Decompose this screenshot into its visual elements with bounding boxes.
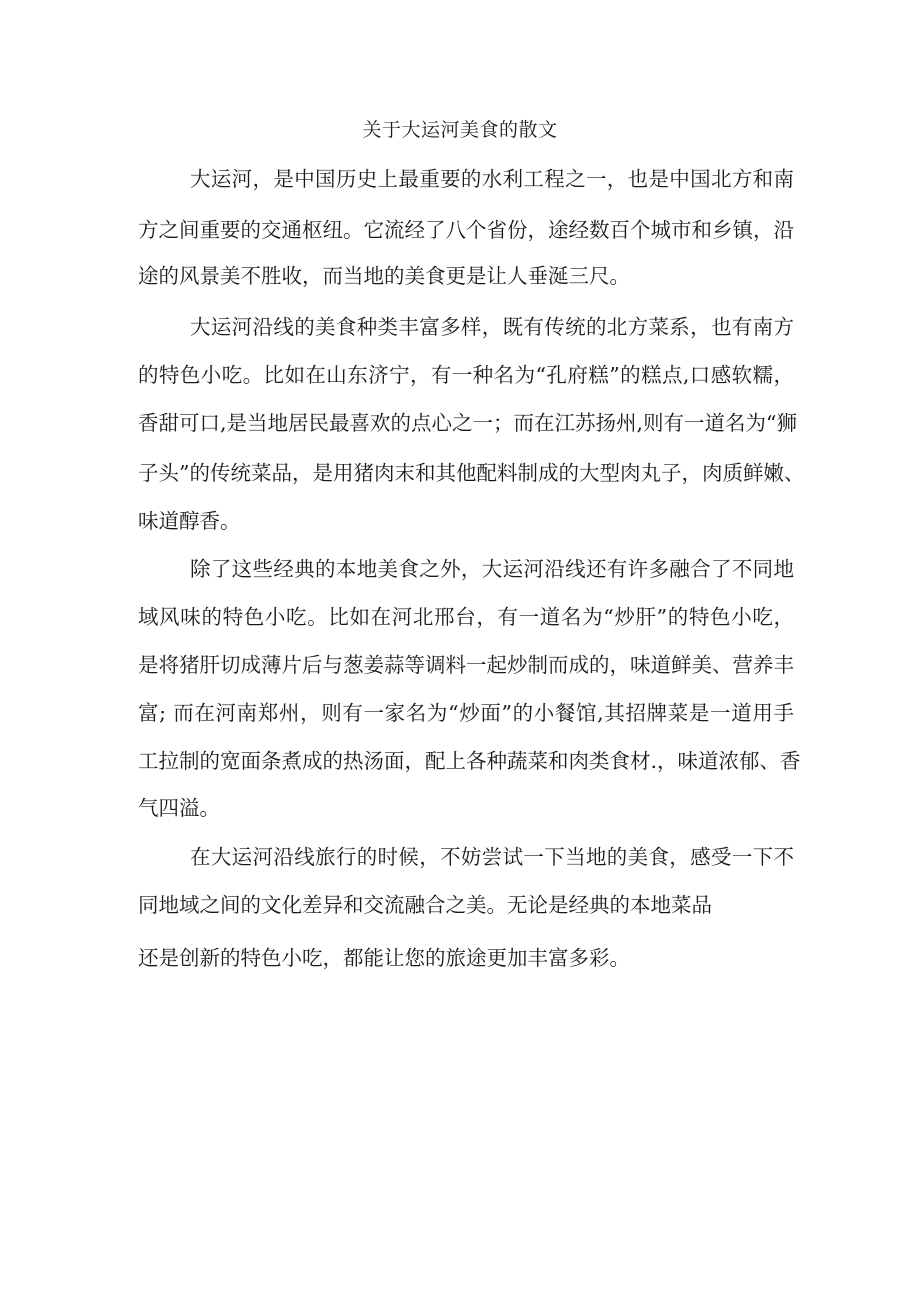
paragraph-4-line-1: 在大运河沿线旅行的时候，不妨尝试一下当地的美食，感受一下不: [190, 845, 794, 869]
paragraph-3-line-3: 是将猪肝切成薄片后与葱姜蒜等调料一起炒制而成的，味道鲜美、营养丰: [138, 653, 794, 677]
paragraph-2-line-1: 大运河沿线的美食种类丰富多样，既有传统的北方菜系，也有南方: [190, 315, 794, 339]
paragraph-2-line-2: 的特色小吃。比如在山东济宁，有一种名为“孔府糕”的糕点,口感软糯，: [138, 363, 794, 387]
paragraph-2-line-5: 味道醇香。: [138, 509, 241, 533]
paragraph-4-line-2: 同地域之间的文化差异和交流融合之美。无论是经典的本地菜品: [138, 893, 712, 917]
paragraph-4-line-3: 还是创新的特色小吃，都能让您的旅途更加丰富多彩。: [138, 946, 630, 970]
paragraph-1-line-2: 方之间重要的交通枢纽。它流经了八个省份，途经数百个城市和乡镇，沿: [138, 218, 794, 242]
document-title: 关于大运河美食的散文: [362, 119, 558, 141]
paragraph-3-line-2: 域风味的特色小吃。比如在河北邢台，有一道名为“炒肝”的特色小吃，: [138, 605, 794, 629]
paragraph-3-line-6: 气四溢。: [138, 796, 220, 820]
paragraph-1-line-3: 途的风景美不胜收，而当地的美食更是让人垂涎三尺。: [138, 264, 630, 288]
paragraph-2-line-4: 子头”的传统菜品，是用猪肉末和其他配料制成的大型肉丸子，肉质鲜嫩、: [138, 461, 805, 485]
paragraph-1-line-1: 大运河，是中国历史上最重要的水利工程之一，也是中国北方和南: [190, 167, 794, 191]
paragraph-3-line-5: 工拉制的宽面条煮成的热汤面，配上各种蔬菜和肉类食材.，味道浓郁、香: [138, 749, 801, 773]
paragraph-3-line-4: 富; 而在河南郑州，则有一家名为“炒面”的小餐馆,其招牌菜是一道用手: [138, 701, 794, 725]
paragraph-3-line-1: 除了这些经典的本地美食之外，大运河沿线还有许多融合了不同地: [190, 557, 794, 581]
paragraph-2-line-3: 香甜可口,是当地居民最喜欢的点心之一；而在江苏扬州,则有一道名为“狮: [138, 411, 798, 435]
